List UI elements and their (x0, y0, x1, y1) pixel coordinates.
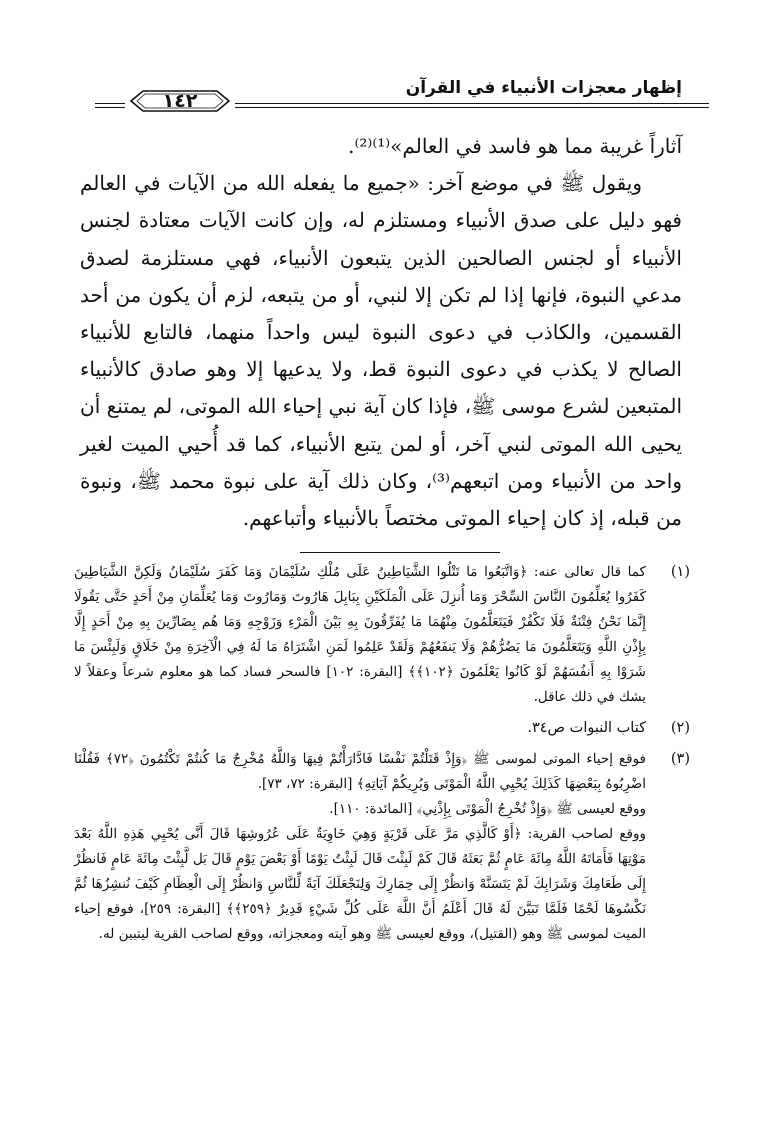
footnote (74, 716, 690, 741)
footnote-text: فوقع إحياء الموتى لموسى ﷺ ﴿وَإِذْ قَتَلْتُمْ نَفْسًا فَادَّارَأْتُمْ فِيهَا وَاللَّهُ مُخْرِجٌ مَا كُنتُمْ تَكْتُمُونَ ﴿٧٢﴾ فَقُلْنَا اضْرِبُوهُ بِبَعْضِهَا كَذَلِكَ يُحْيِي اللَّهُ الْمَوْتَى وَيُرِيكُمْ آيَاتِهِ﴾ [البقرة: ٧٢، ٧٣]. (74, 751, 647, 792)
page-number-badge (125, 88, 235, 114)
footnote-number: (٢) (670, 720, 690, 736)
footnote (74, 747, 690, 947)
footnote-separator (300, 552, 500, 553)
body-line: آثاراً غريبة مما هو فاسد في العالم»⁽¹⁾⁽²⁾. (348, 134, 682, 158)
footnote (74, 560, 690, 710)
page-number: ١٤٢ (162, 90, 198, 112)
footnote-number: (١) (670, 564, 690, 580)
footnote-number: (٣) (670, 751, 690, 767)
footnotes (74, 560, 690, 953)
footnote-text: ووقع لعيسى ﷺ ﴿وَإِذْ تُخْرِجُ الْمَوْتَى بِإِذْنِي﴾ [المائدة: ١١٠]. (329, 801, 646, 817)
footnote-text: كما قال تعالى عنه: ﴿وَاتَّبَعُوا مَا تَتْلُوا الشَّيَاطِينُ عَلَى مُلْكِ سُلَيْمَانَ وَمَا كَفَرَ سُلَيْمَانُ وَلَكِنَّ الشَّيَاطِينَ كَفَرُوا يُعَلِّمُونَ النَّاسَ السِّحْرَ وَمَا أُنزِلَ عَلَى الْمَلَكَيْنِ بِبَابِلَ هَارُوتَ وَمَارُوتَ وَمَا يُعَلِّمَانِ مِنْ أَحَدٍ حَتَّى يَقُولَا إِنَّمَا نَحْنُ فِتْنَةٌ فَلَا تَكْفُرْ فَيَتَعَلَّمُونَ مِنْهُمَا مَا يُفَرِّقُونَ بِهِ بَيْنَ الْمَرْءِ وَزَوْجِهِ وَمَا هُم بِضَارِّينَ بِهِ مِنْ أَحَدٍ إِلَّا بِإِذْنِ اللَّهِ وَيَتَعَلَّمُونَ مَا يَضُرُّهُمْ وَلَا يَنفَعُهُمْ وَلَقَدْ عَلِمُوا لَمَنِ اشْتَرَاهُ مَا لَهُ فِي الْآخِرَةِ مِنْ خَلَاقٍ وَلَبِئْسَ مَا شَرَوْا بِهِ أَنفُسَهُمْ لَوْ كَانُوا يَعْلَمُونَ ﴿١٠٢﴾﴾ [البقرة: ١٠٢] فالسحر فساد كما هو معلوم شرعاً وعقلاً لا يشك في ذلك عاقل. (74, 564, 646, 705)
running-title: إظهار معجزات الأنبياء في القرآن (405, 78, 682, 98)
main-body (80, 128, 682, 537)
body-paragraph: ويقول ﷺ في موضع آخر: «جميع ما يفعله الله من الآيات في العالم فهو دليل على صدق الأنبياء ومستلزم له، وإن كانت الآيات معتادة لجنس الأنبياء أو لجنس الصالحين الذين يتبعون الأنبياء، فهي مستلزمة لصدق مدعي النبوة، فإنها إذا لم تكن إلا لنبي، أو من يتبعه، لزم أن يكون من أحد القسمين، والكاذب في دعوى النبوة ليس واحداً منهما، فالتابع للأنبياء الصالح لا يكذب في دعوى النبوة قط، ولا يدعيها إلا وهو صادق كالأنبياء المتبعين لشرع موسى ﷺ، فإذا كان آية نبي إحياء الله الموتى، لم يمتنع أن يحيى الله الموتى لنبي آخر، أو لمن يتبع الأنبياء، كما قد أُحيي الميت لغير واحد من الأنبياء ومن اتبعهم⁽³⁾، وكان ذلك آية على نبوة محمد ﷺ، ونبوة من قبله، إذ كان إحياء الموتى مختصاً بالأنبياء وأتباعهم. (80, 171, 682, 531)
footnote-text: ووقع لصاحب القرية: ﴿أَوْ كَالَّذِي مَرَّ عَلَى قَرْيَةٍ وَهِيَ خَاوِيَةٌ عَلَى عُرُوشِهَا قَالَ أَنَّى يُحْيِي هَذِهِ اللَّهُ بَعْدَ مَوْتِهَا فَأَمَاتَهُ اللَّهُ مِائَةَ عَامٍ ثُمَّ بَعَثَهُ قَالَ كَمْ لَبِثْتَ قَالَ لَبِثْتُ يَوْمًا أَوْ بَعْضَ يَوْمٍ قَالَ بَل لَّبِثْتَ مِائَةَ عَامٍ فَانظُرْ إِلَى طَعَامِكَ وَشَرَابِكَ لَمْ يَتَسَنَّهْ وَانظُرْ إِلَى حِمَارِكَ وَلِنَجْعَلَكَ آيَةً لِّلنَّاسِ وَانظُرْ إِلَى الْعِظَامِ كَيْفَ نُنشِزُهَا ثُمَّ نَكْسُوهَا لَحْمًا فَلَمَّا تَبَيَّنَ لَهُ قَالَ أَعْلَمُ أَنَّ اللَّهَ عَلَى كُلِّ شَيْءٍ قَدِيرٌ ﴿٢٥٩﴾﴾ [البقرة: ٢٥٩]، فوقع إحياء الميت لموسى ﷺ وهو (القتيل)، ووقع لعيسى ﷺ وهو آيته ومعجزاته، ووقع لصاحب القرية ليتبين له. (74, 826, 646, 942)
footnote-text: كتاب النبوات ص٣٤. (527, 720, 646, 736)
